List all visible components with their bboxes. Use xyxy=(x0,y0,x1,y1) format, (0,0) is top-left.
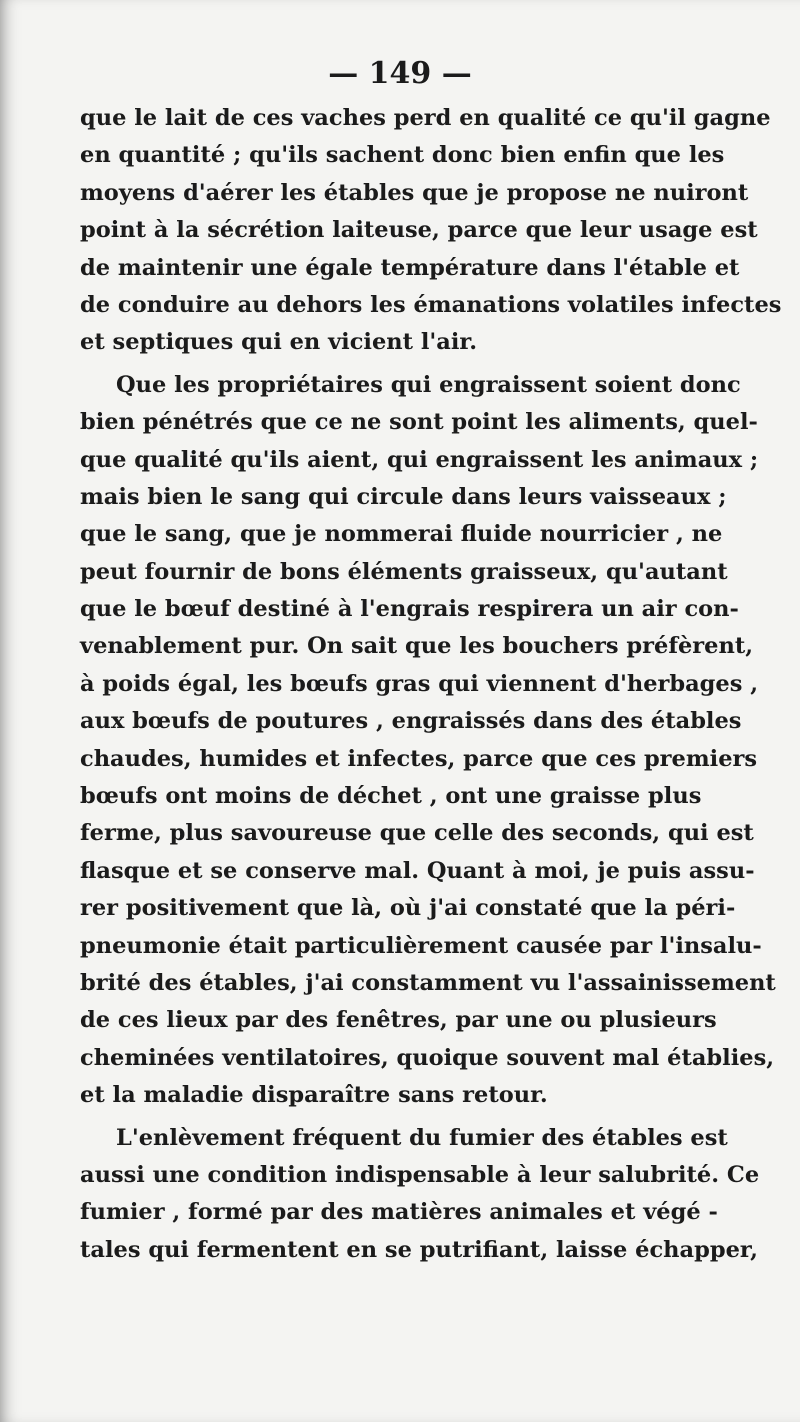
text-line: et la maladie disparaître sans retour. xyxy=(80,1082,548,1109)
text-line: de ces lieux par des fenêtres, par une ou plusieurs xyxy=(80,1007,717,1034)
paragraph xyxy=(80,367,776,1115)
text-line: en quantité ; qu'ils sachent donc bien enfin que les xyxy=(80,142,725,169)
text-line: venablement pur. On sait que les bouchers préfèrent, xyxy=(80,633,754,660)
text-line: aux bœufs de poutures , engraissés dans des étables xyxy=(80,708,742,735)
text-line: peut fournir de bons éléments graisseux, qu'autant xyxy=(80,558,728,585)
text-line: à poids égal, les bœufs gras qui viennent d'herbages , xyxy=(80,670,759,697)
text-line: aussi une condition indispensable à leur salubrité. Ce xyxy=(80,1161,760,1188)
text-line: cheminées ventilatoires, quoique souvent mal établies, xyxy=(80,1044,775,1071)
text-line: chaudes, humides et infectes, parce que ces premiers xyxy=(80,745,758,772)
text-line: tales qui fermentent en se putrifiant, laisse échapper, xyxy=(80,1236,758,1263)
text-line: brité des étables, j'ai constamment vu l'assainissement xyxy=(80,969,776,996)
page-number: — 149 — xyxy=(328,56,472,91)
text-line: et septiques qui en vicient l'air. xyxy=(80,329,478,356)
paragraph xyxy=(80,1120,760,1270)
text-line: ferme, plus savoureuse que celle des seconds, qui est xyxy=(80,820,754,847)
text-line: bien pénétrés que ce ne sont point les aliments, quel- xyxy=(80,409,758,436)
text-line: de maintenir une égale température dans l'étable et xyxy=(80,254,740,281)
text-line: flasque et se conserve mal. Quant à moi, je puis assu- xyxy=(80,857,755,884)
text-line: bœufs ont moins de déchet , ont une graisse plus xyxy=(80,783,702,810)
text-line: de conduire au dehors les émanations volatiles infectes xyxy=(80,291,782,318)
text-line: que qualité qu'ils aient, qui engraissent les animaux ; xyxy=(80,446,759,473)
text-line: L'enlèvement fréquent du fumier des étables est xyxy=(116,1124,728,1151)
text-line: moyens d'aérer les étables que je propose ne nuiront xyxy=(80,179,749,206)
text-line: que le lait de ces vaches perd en qualité ce qu'il gagne xyxy=(80,105,771,131)
text-line: que le bœuf destiné à l'engrais respirera un air con- xyxy=(80,596,739,623)
text-line: point à la sécrétion laiteuse, parce que leur usage est xyxy=(80,217,758,244)
text-line: pneumonie était particulièrement causée par l'insalu- xyxy=(80,932,762,959)
text-line: mais bien le sang qui circule dans leurs vaisseaux ; xyxy=(80,483,727,510)
body-text xyxy=(80,100,782,1269)
text-line: que le sang, que je nommerai fluide nourricier , ne xyxy=(80,521,723,548)
text-line: Que les propriétaires qui engraissent soient donc xyxy=(116,371,741,398)
paragraph xyxy=(80,100,782,362)
text-line: rer positivement que là, où j'ai constaté que la péri- xyxy=(80,895,736,922)
text-line: fumier , formé par des matières animales et végé - xyxy=(80,1199,718,1226)
